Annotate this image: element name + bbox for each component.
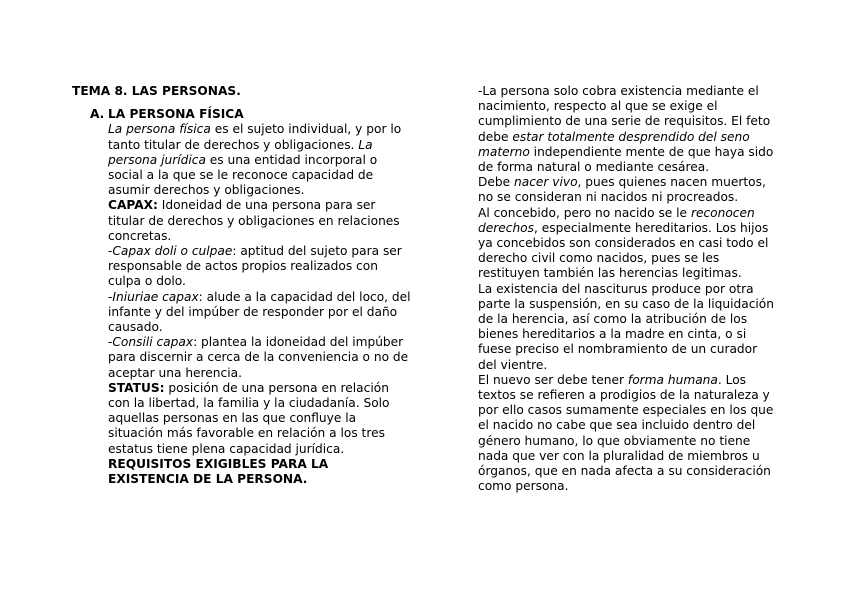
text-persona-fisica: es el sujeto individual, y por lo tanto titular de derechos y obligaciones.: [108, 122, 402, 152]
term-reconocen-derechos: reconocen derechos: [478, 205, 755, 235]
paragraph-nasciturus: La existencia del nasciturus produce por otra parte la suspensión, en su caso de la liquidación de la herencia, así como la atribución de los bienes hereditarios a la madre en cinta, o si fuese preciso el nombramiento de un curador del vientre.: [478, 281, 774, 372]
term-capax-doli: Capax doli o culpae: [112, 244, 233, 259]
text-capax-doli: : aptitud del sujeto para ser responsable de actos propios realizados con culpa o dolo.: [108, 244, 402, 289]
text-persona-juridica: es una entidad incorporal o social a la que se le reconoce capacidad de asumir derechos y obligaciones.: [108, 152, 378, 198]
section-heading: [90, 107, 412, 122]
section-title: LA PERSONA FÍSICA: [108, 107, 244, 122]
text-nacer-vivo-a: Debe: [478, 175, 514, 190]
term-desprendido: estar totalmente desprendido del seno materno: [478, 129, 750, 159]
text-nacer-vivo-b: , pues quienes nacen muertos, no se consideran ni nacidos ni procreados.: [478, 175, 766, 205]
paragraph-capax-doli: [108, 244, 412, 290]
term-forma-humana: forma humana: [627, 372, 718, 387]
dash-consili: -: [108, 335, 113, 350]
text-nacimiento-b: independiente mente de que haya sido de forma natural o mediante cesárea.: [478, 144, 774, 175]
paragraph-concebido: [478, 206, 778, 282]
paragraph-iniuriae-capax: [108, 290, 412, 336]
label-status: STATUS:: [108, 380, 165, 395]
dash-iniuriae: -: [108, 289, 113, 304]
term-nacer-vivo: nacer vivo: [514, 175, 578, 190]
text-requisitos: REQUISITOS EXIGIBLES PARA LA EXISTENCIA DE LA PERSONA.: [108, 456, 329, 487]
paragraph-capax: [108, 198, 412, 244]
dash-capax-doli: -: [108, 244, 113, 259]
text-iniuriae-capax: : alude a la capacidad del loco, del infante y del impúber de responder por el daño causado.: [108, 289, 411, 335]
text-forma-humana-a: El nuevo ser debe tener: [478, 372, 628, 387]
paragraph-nacimiento: [478, 84, 778, 175]
paragraph-status: [108, 381, 412, 457]
text-nacimiento-a: -La persona solo cobra existencia mediante el nacimiento, respecto al que se exige el cumplimiento de una serie de requisitos. El feto debe: [478, 84, 771, 144]
section-letter: A.: [90, 107, 105, 122]
text-forma-humana-b: . Los textos se refieren a prodigios de la naturaleza y por ello casos sumamente especiales en los que el nacido no cabe que sea incluido dentro del género humano, lo que obviamente no tiene nada que ver con la pluralidad de miembros u órganos, que en nada afecta a su consideración como persona.: [478, 372, 774, 494]
text-status: posición de una persona en relación con la libertad, la familia y la ciudadanía. Solo aquellas personas en las que confluye la situación más favorable en relación a los tres estatus tiene plena capacidad jurídica.: [108, 380, 390, 456]
text-consili-capax: : plantea la idoneidad del impúber para discernir a cerca de la conveniencia o no de aceptar una herencia.: [108, 335, 409, 380]
right-column: [478, 84, 778, 494]
term-consili-capax: Consili capax: [112, 335, 194, 350]
document-title: TEMA 8. LAS PERSONAS.: [72, 84, 241, 98]
heading-requisitos: [108, 457, 412, 487]
left-column: [72, 84, 412, 487]
paragraph-persona-definitions: [108, 122, 412, 198]
paragraph-nacer-vivo: [478, 175, 778, 205]
paragraph-consili-capax: [108, 335, 412, 381]
term-persona-fisica: La persona física: [108, 122, 211, 137]
paragraph-forma-humana: [478, 373, 778, 495]
text-concebido-a: Al concebido, pero no nacido se le: [478, 205, 691, 220]
term-iniuriae-capax: Iniuriae capax: [112, 289, 199, 304]
section-body: [108, 122, 412, 487]
text-capax: Idoneidad de una persona para ser titular de derechos y obligaciones en relaciones concretas.: [108, 198, 400, 243]
label-capax: CAPAX:: [108, 198, 158, 213]
term-persona-juridica: La persona jurídica: [108, 137, 373, 167]
text-concebido-b: , especialmente hereditarios. Los hijos ya concebidos son considerados en casi todo el derecho civil como nacidos, pues se les restituyen también las herencias legitimas.: [478, 220, 769, 281]
